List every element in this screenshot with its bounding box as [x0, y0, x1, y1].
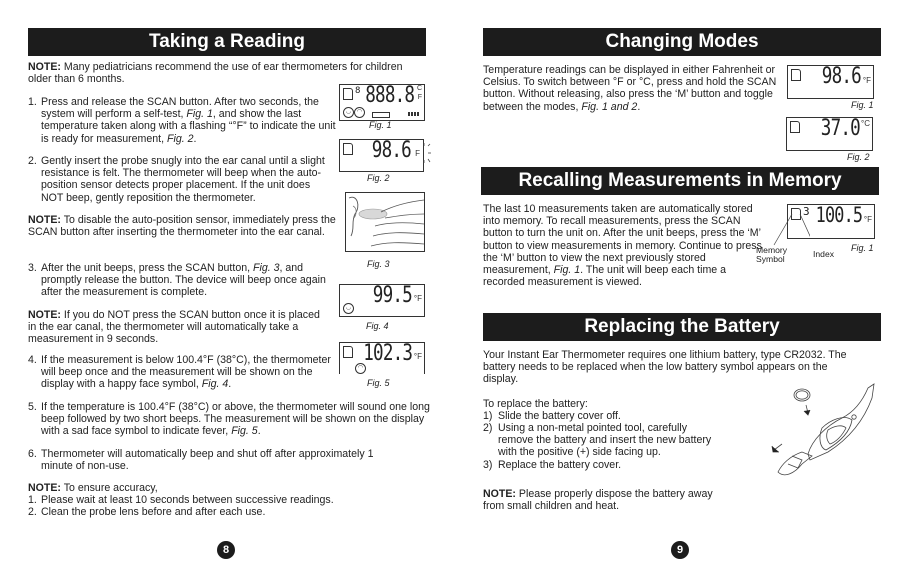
step-number: 5.: [28, 401, 37, 413]
memory-icon: [790, 121, 800, 133]
note-text: To ensure accuracy,: [60, 482, 158, 494]
unit-fahrenheit: °F: [413, 352, 422, 361]
memory-text: [483, 203, 769, 288]
section-title-taking-reading: Taking a Reading: [28, 28, 426, 56]
step-3: [28, 262, 336, 299]
flashing-unit-fahrenheit: F: [415, 149, 420, 158]
paragraph-text: The last 10 measurements taken are automatically stored into memory. To recall measurements, press the SCAN button to turn the unit on. After the unit beeps, press the ‘M’ button to view measurements in memory. Continue to press the ‘M’ button to view the next previously stored measurement,: [483, 203, 762, 277]
note-label: NOTE:: [28, 61, 61, 73]
fig-ref: Fig. 5: [231, 425, 258, 438]
unit-celsius: °C: [861, 119, 870, 128]
sad-face-icon: ◠: [355, 363, 366, 374]
low-battery-icon: [372, 112, 390, 118]
lcd-fig1-self-test: [339, 84, 425, 121]
step-number: 4.: [28, 354, 37, 366]
index-digit: 3: [803, 205, 810, 218]
lcd-fig4-normal: [339, 284, 425, 317]
memory-icon: [343, 143, 353, 155]
signal-icon: [408, 112, 420, 116]
lcd-digits: 99.5: [372, 283, 412, 308]
note-label: NOTE:: [28, 309, 61, 321]
fig-ref: Fig. 1 and 2: [581, 100, 638, 113]
section-title-changing-modes: Changing Modes: [483, 28, 881, 56]
lcd-modes-fahrenheit: [787, 65, 874, 99]
step-text: , and promptly release the button. The device will beep once again after the measurement is complete.: [41, 262, 326, 299]
item-text: Please wait at least 10 seconds between successive readings.: [41, 494, 334, 506]
memory-icon: [343, 346, 353, 358]
fig-caption: Fig. 5: [367, 378, 390, 388]
battery-step-3: [483, 459, 738, 471]
battery-step-2: [483, 422, 723, 459]
unit-celsius: C: [416, 85, 422, 92]
item-number: 2.: [28, 506, 37, 518]
step-5: [28, 401, 441, 438]
fig-ref: Fig. 4: [201, 378, 229, 391]
step-text: .: [228, 378, 232, 391]
step-text: Using a non-metal pointed tool, carefully remove the battery and insert the new battery with the positive (+) side facing up.: [498, 422, 712, 459]
note-text: If you do NOT press the SCAN button once it is placed in the ear canal, the thermometer will automatically take a measurement in 9 seconds.: [28, 309, 320, 346]
memory-icon: [791, 69, 801, 81]
note-text: Many pediatricians recommend the use of ear thermometers for children older than 6 months.: [28, 61, 403, 86]
lcd-digits: 100.5: [815, 203, 862, 227]
step-4: [28, 354, 341, 391]
step-text: Replace the battery cover.: [498, 459, 622, 471]
step-2: [28, 155, 333, 204]
step-number: 1.: [28, 96, 37, 108]
fig-caption: Fig. 2: [847, 152, 870, 162]
thermometer-battery-illustration: [760, 380, 880, 480]
paragraph-text: Temperature readings can be displayed in either Fahrenheit or Celsius. To switch between °F or °C, press and hold the SCAN button. Without releasing, also press the ‘M’ button and toggle between the modes,: [483, 64, 777, 113]
step-number: 2.: [28, 155, 37, 167]
fig-caption: Fig. 1: [851, 243, 874, 253]
memory-symbol-label: Memory Symbol: [756, 245, 788, 264]
memory-icon: [343, 88, 353, 100]
note-text: To disable the auto-position sensor, immediately press the SCAN button after inserting the thermometer into the ear canal.: [28, 214, 336, 239]
note-text: Please properly dispose the battery away from small children and heat.: [483, 488, 713, 513]
note-auto-position: [28, 214, 338, 238]
step-text: Slide the battery cover off.: [498, 410, 621, 422]
note-label: NOTE:: [483, 488, 516, 500]
fig-ref: Fig. 1: [553, 264, 581, 277]
lcd-digits: 98.6: [821, 64, 861, 89]
step-text: If the measurement is below 100.4°F (38°C), the thermometer will beep once and the measurement will be shown on the display with a happy face symbol,: [41, 354, 331, 391]
step-text: Press and release the SCAN button. After two seconds, the system will perform a self-test,: [41, 96, 319, 121]
lcd-digits: 98.6: [371, 138, 411, 163]
step-text: Thermometer will automatically beep and shut off after approximately 1 minute of non-use.: [41, 448, 374, 473]
fig-caption: Fig. 1: [369, 120, 392, 130]
accuracy-item-2: [28, 506, 441, 518]
lcd-digits: 888.8: [365, 83, 414, 108]
lcd-modes-celsius: [786, 117, 873, 151]
step-number: 2): [483, 422, 493, 434]
page-number-8: 8: [217, 541, 235, 559]
happy-face-icon: ◡: [343, 107, 354, 118]
item-text: Clean the probe lens before and after each use.: [41, 506, 266, 518]
index-label: Index: [813, 249, 835, 259]
paragraph-text: .: [637, 100, 641, 113]
accuracy-item-1: [28, 494, 441, 506]
lcd-digits: 102.3: [363, 341, 412, 366]
unit-fahrenheit: F: [417, 94, 422, 101]
note-accuracy: [28, 482, 428, 494]
sad-face-icon: ◠: [354, 107, 365, 118]
paragraph-text: . The unit will beep each time a recorded measurement is viewed.: [483, 264, 727, 289]
unit-fahrenheit: °F: [863, 215, 872, 224]
battery-steps-title: To replace the battery:: [483, 398, 588, 410]
note-auto-measure: [28, 309, 328, 346]
fig-caption: Fig. 1: [851, 100, 874, 110]
step-number: 1): [483, 410, 493, 422]
step-text: After the unit beeps, press the SCAN button,: [41, 262, 253, 274]
ear-hand-illustration: [345, 192, 425, 252]
fig-caption: Fig. 3: [367, 259, 390, 269]
note-label: NOTE:: [28, 482, 61, 494]
note-label: NOTE:: [28, 214, 61, 226]
step-number: 3.: [28, 262, 37, 274]
battery-step-1: [483, 410, 738, 422]
battery-intro: Your Instant Ear Thermometer requires one lithium battery, type CR2032. The battery needs to be replaced when the low battery symbol appears on the display.: [483, 349, 847, 386]
page-number-9: 9: [671, 541, 689, 559]
step-text: .: [257, 425, 261, 438]
battery-note: [483, 488, 733, 512]
note-pediatricians: [28, 61, 428, 85]
step-number: 6.: [28, 448, 37, 460]
step-6: [28, 448, 401, 472]
lcd-fig2-ready: [339, 139, 424, 172]
step-1: [28, 96, 341, 145]
step-number: 3): [483, 459, 493, 471]
index-digit: 8: [355, 86, 361, 96]
unit-fahrenheit: °F: [413, 294, 422, 303]
fig-ref: Fig. 2: [167, 132, 194, 145]
fig-ref: Fig. 1: [186, 108, 213, 121]
lcd-digits: 37.0: [820, 116, 860, 141]
step-text: Gently insert the probe snugly into the ear canal until a slight resistance is felt. The thermometer will beep when the auto-position sensor detects proper placement. If the unit does NOT beep, gently reposition the thermometer.: [41, 155, 325, 204]
fig-ref: Fig. 3: [253, 262, 280, 274]
item-number: 1.: [28, 494, 37, 506]
step-text: .: [193, 132, 197, 145]
step-text: If the temperature is 100.4°F (38°C) or above, the thermometer will sound one long beep followed by two short beeps. The measurement will be shown on the display with a sad face symbol to indicate fever,: [41, 401, 430, 438]
section-title-recalling-memory: Recalling Measurements in Memory: [481, 167, 879, 195]
section-title-replacing-battery: Replacing the Battery: [483, 313, 881, 341]
step-text: , and show the last temperature taken along with a flashing “°F” to indicate the unit is ready for measurement,: [41, 108, 336, 145]
unit-fahrenheit: °F: [862, 76, 871, 85]
lcd-fig5-fever: [339, 342, 425, 374]
happy-face-icon: ◡: [343, 303, 354, 314]
modes-text: [483, 64, 783, 113]
flashing-icon: [417, 142, 431, 164]
fig-caption: Fig. 2: [367, 173, 390, 183]
fig-caption: Fig. 4: [366, 321, 389, 331]
